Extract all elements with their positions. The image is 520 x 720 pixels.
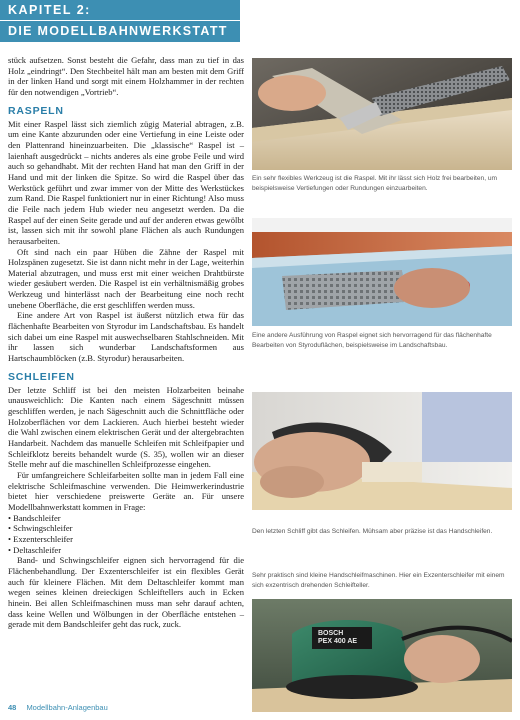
caption-rasp: Ein sehr flexibles Werkzeug ist die Raspel. Mit ihr lässt sich Holz frei bearbeiten, um beispielsweise Vertiefungen oder Rundungen einzuarbeiten. [252, 175, 498, 192]
chapter-title: DIE MODELLBAHNWERKSTATT [8, 24, 228, 38]
photo-eccentric-sander [252, 599, 512, 712]
paragraph: Der letzte Schliff ist bei den meisten Holzarbeiten beinahe unausweichlich: Die Kanten nach einem Sägeschnitt müssen geschliffen werden, je nach Sägeschnitt auch die Schnittfläche oder Holzoberflächen vor dem Lackieren. Auch hierbei besteht wieder die Wahl zwischen einem elektrischen Gerät und der altergebrachten Handarbeit. Nachdem das manuelle Schleifen mit Schleifpapier und Schleifklotz bereits behandelt wurde (S. 35), wollen wir an dieser Stelle mehr auf die maschinellen Schleifprozesse eingehen. [8, 384, 244, 470]
sander-brand-label [318, 630, 357, 646]
paragraph: Band- und Schwingschleifer eignen sich hervorragend für die Flächenbehandlung. Der Exzenterschleifer ist ein flexibles Gerät auch für kleinere Flächen. Mit dem Deltaschleifer kommt man wegen seines kleinen dreieckigen Schleiftellers auch in Ecken hinein. Bei allen Schleifmaschinen muss man sehr darauf achten, dass keine Wellen und Wölbungen in der Oberfläche entstehen – gerade mit dem Bandschleifer geht das ruck, zuck. [8, 555, 244, 630]
list-item: • Schwingschleifer [8, 523, 244, 534]
book-title: Modellbahn-Anlagenbau [26, 703, 108, 712]
caption-styrodur: Eine andere Ausführung von Raspel eignet sich hervorragend für das flächenhafte Bearbeiten von Styroduflächen, beispielsweise im Landschaftsbau. [252, 332, 492, 349]
paragraph: Für umfangreichere Schleifarbeiten sollte man in jedem Fall eine elektrische Schleifmaschine verwenden. Die Heimwerkerindustrie bietet hier verschiedene preiswerte Geräte an. Für unsere Modellbahnwerkstatt kommen in Frage: [8, 469, 244, 512]
photo-rasp [252, 58, 512, 170]
sander-model: PEX 400 AE [318, 638, 358, 645]
sander-brand: BOSCH [318, 630, 344, 637]
sander-list [8, 513, 244, 556]
chapter-label: KAPITEL 2: [8, 3, 91, 17]
list-item: • Deltaschleifer [8, 545, 244, 556]
paragraph: stück aufsetzen. Sonst besteht die Gefahr, dass man zu tief in das Holz „eindringt“. Den Stechbeitel hält man am besten mit dem Griff in der linken Hand und sorgt mit einem Holzhammer in der rechten für den notwendigen „Vortrieb“. [8, 55, 244, 97]
caption-sander: Sehr praktisch sind kleine Handschleifmaschinen. Hier ein Exzenterschleifer mit einem sich exzentrisch drehenden Schleifteller. [252, 572, 505, 589]
chapter-header [0, 0, 520, 42]
section-heading-raspeln: RASPELN [8, 104, 64, 117]
page-number: 48 [8, 703, 17, 712]
photo-hand-sanding [252, 392, 512, 510]
section-heading-schleifen: SCHLEIFEN [8, 370, 75, 383]
paragraph: Mit einer Raspel lässt sich ziemlich zügig Material abtragen, z.B. um eine Kante abzurunden oder eine Vertiefung in eine Leiste oder den Plattenrand hineinzuarbeiten. Die „klassische“ Raspel ist – laienhaft ausgedrückt – nichts anderes als eine grobe Feile und wird auch so gehandhabt. Mit der rechten Hand hat man den Griff in der Hand und mit der linken die Spitze. So wird die Raspel über das Werkstück geführt und zwar immer von der Mitte des Werkstückes zum Rand. Die Raspel funktioniert nur in einer Richtung! Also muss die Feile nach jedem Hub wieder neu angesetzt werden. Da die Raspel auf der einen Seite gerade und auf der anderen etwas gewölbt ist, lassen sich mit ihr sowohl plane Flächen als auch Rundungen herausarbeiten. [8, 118, 244, 246]
list-item: • Bandschleifer [8, 513, 244, 524]
page-footer [8, 703, 108, 712]
header-divider [0, 20, 520, 21]
paragraph: Oft sind nach ein paar Hüben die Zähne der Raspel mit Holzspänen zugesetzt. Sie ist dann nicht mehr in der Lage, weiterhin Material abzutragen, und muss erst mit einer weichen Drahtbürste wieder gesäubert werden. Die Raspel ist ein verhältnismäßig grobes Werkzeug und hinterlässt nach der Bearbeitung eine noch recht unebene Oberfläche, die erst geschliffen werden muss. [8, 246, 244, 310]
paragraph: Eine andere Art von Raspel ist äußerst nützlich etwa für das flächenhafte Bearbeiten von Styrodur im Landschaftsbau. Es handelt sich dabei um eine Raspel mit auswechselbaren Stahlschneiden. Mit ihr lassen sich wunderbar Landschaftsformen aus Hartschaumblöcken (z.B. Styrodur) herausarbeiten. [8, 310, 244, 364]
list-item: • Exzenterschleifer [8, 534, 244, 545]
photo-styrodur-rasp [252, 218, 512, 326]
text-column [8, 55, 244, 630]
caption-hand-sanding: Den letzten Schliff gibt das Schleifen. Mühsam aber präzise ist das Handschleifen. [252, 528, 493, 535]
